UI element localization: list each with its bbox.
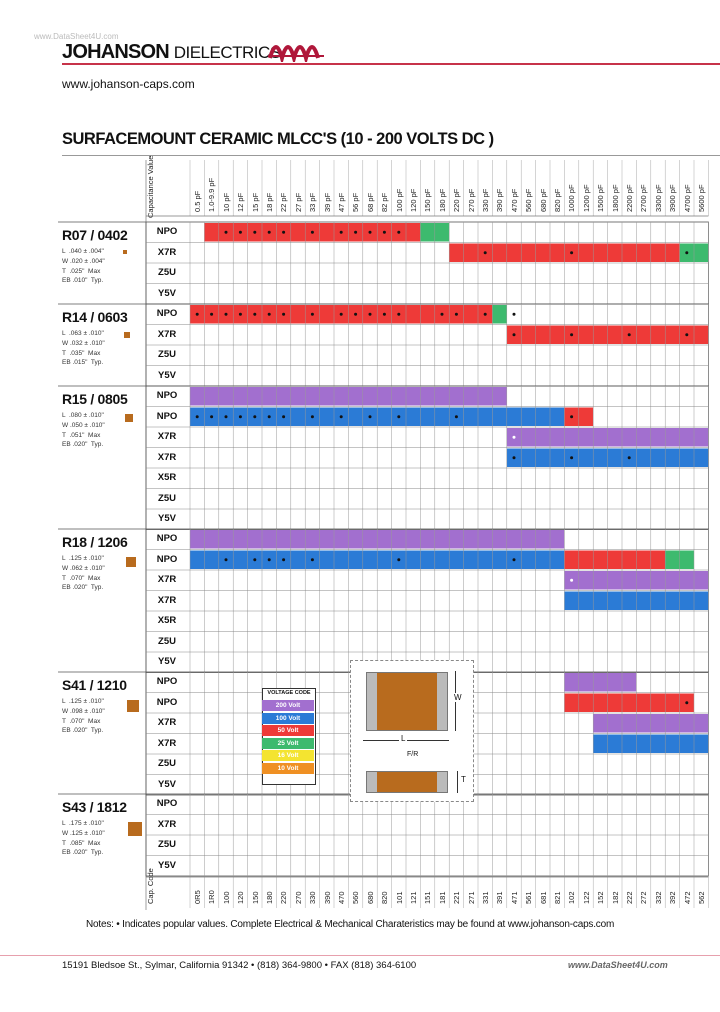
footer-watermark: www.DataSheet4U.com — [568, 960, 668, 970]
t-label: T — [461, 775, 466, 784]
side-right-terminal — [437, 772, 447, 792]
capacitance-value-tick: 680 pF — [538, 188, 548, 212]
package-name: R14 / 0603 — [62, 309, 128, 325]
capacitance-value-tick: 1200 pF — [581, 184, 591, 212]
popular-dot — [570, 251, 573, 254]
dielectric-label: NPO — [156, 676, 178, 687]
voltage-band — [564, 673, 636, 692]
chip-right-terminal — [437, 673, 447, 730]
dielectric-label: Y5V — [158, 369, 176, 381]
dielectric-label: NPO — [156, 533, 178, 544]
popular-dot — [513, 558, 516, 561]
package-name: R15 / 0805 — [62, 391, 128, 407]
capacitance-value-tick: 4700 pF — [682, 184, 692, 212]
top-watermark: www.DataSheet4U.com — [34, 32, 119, 41]
capacitance-value-tick: 56 pF — [351, 192, 361, 212]
capacitance-value-tick: 100 pF — [394, 188, 404, 212]
popular-dot — [282, 313, 285, 316]
capacitance-value-tick: 47 pF — [337, 192, 346, 212]
dielectric-label: Y5V — [158, 287, 176, 299]
package-dimensions: L .063 ± .010" W .032 ± .010" T .035" Max EB .015" Typ. — [62, 330, 105, 367]
voltage-band — [492, 305, 506, 324]
capacitance-value-tick: 22 pF — [279, 192, 289, 212]
voltage-code-title: VOLTAGE CODE — [267, 690, 311, 696]
dielectric-label: Y5V — [158, 513, 176, 524]
voltage-code-item: 25 Volt — [262, 738, 314, 749]
voltage-band — [564, 551, 665, 570]
voltage-code-item: 10 Volt — [262, 763, 314, 774]
cap-code-tick: 820 — [380, 891, 390, 904]
capacitance-value-tick: 820 pF — [553, 188, 562, 212]
popular-dot — [685, 333, 688, 336]
popular-dot — [268, 415, 271, 418]
popular-dot — [570, 456, 573, 459]
capacitance-value-tick: 82 pF — [380, 192, 390, 212]
cap-code-tick: 152 — [596, 891, 606, 904]
package-dimensions: L .125 ± .010" W .098 ± .010" T .070" Max EB .020" Typ. — [62, 698, 105, 735]
dielectric-label: NPO — [156, 390, 178, 401]
cap-code-tick: 270 — [293, 891, 303, 904]
capacitance-value-tick: 0.5 pF — [193, 190, 202, 212]
popular-dot — [311, 415, 314, 418]
dielectric-label: X7R — [157, 818, 177, 830]
footer-rule — [0, 955, 720, 956]
capacitance-value-tick: 390 pF — [495, 188, 505, 212]
popular-dot — [225, 313, 228, 316]
package-dimensions: L .125 ± .010" W .062 ± .010" T .070" Max EB .020" Typ. — [62, 555, 105, 592]
dielectric-label: X5R — [157, 472, 177, 483]
cap-code-tick: 182 — [610, 891, 620, 904]
package-name: R18 / 1206 — [62, 534, 128, 550]
popular-dot — [628, 456, 631, 459]
popular-dot — [397, 558, 400, 561]
chip-left-terminal — [367, 673, 377, 730]
popular-dot — [685, 251, 688, 254]
capacitance-value-tick: 270 pF — [466, 188, 476, 212]
popular-dot — [340, 231, 343, 234]
dielectric-label: X7R — [157, 717, 177, 728]
dielectric-label: NPO — [156, 696, 178, 708]
dielectric-label: NPO — [156, 308, 178, 319]
popular-dot — [441, 313, 444, 316]
dielectric-label: NPO — [156, 410, 178, 422]
popular-dot — [282, 415, 285, 418]
dielectric-label: Y5V — [158, 859, 176, 871]
dielectric-label: Z5U — [158, 758, 176, 769]
t-arrow — [457, 771, 458, 793]
capacitance-value-label: Capacitance Value — [146, 155, 155, 218]
cap-code-tick: 180 — [265, 891, 274, 904]
voltage-band — [564, 694, 694, 713]
capacitance-value-tick: 39 pF — [322, 192, 332, 212]
w-label: W — [454, 693, 462, 702]
dielectric-label: X7R — [157, 594, 177, 606]
popular-dot — [282, 231, 285, 234]
popular-dot — [513, 456, 516, 459]
cap-code-tick: 470 — [337, 891, 346, 904]
popular-dot — [253, 231, 256, 234]
capacitance-value-tick: 220 pF — [452, 188, 462, 212]
dielectric-label: X7R — [157, 328, 177, 340]
package-size-icon — [128, 822, 142, 836]
capacitance-value-tick: 33 pF — [308, 192, 318, 212]
popular-dot — [455, 313, 458, 316]
brand-name-bold: JOHANSON — [62, 41, 169, 63]
dielectric-label: X7R — [157, 431, 177, 442]
cap-code-tick: 472 — [682, 891, 692, 904]
capacitance-value-tick: 560 pF — [524, 188, 534, 212]
popular-dot — [570, 333, 573, 336]
cap-code-tick: 122 — [581, 891, 591, 904]
popular-dot — [253, 558, 256, 561]
dielectric-label: Z5U — [158, 349, 176, 360]
popular-dot — [354, 313, 357, 316]
dielectric-label: Z5U — [158, 635, 176, 647]
popular-dot — [369, 231, 372, 234]
capacitance-value-tick: 1.0-9.9 pF — [207, 177, 217, 212]
popular-dot — [397, 415, 400, 418]
popular-dot — [239, 231, 242, 234]
cap-code-tick: 331 — [481, 891, 490, 904]
capacitance-value-tick: 1800 pF — [610, 184, 620, 212]
voltage-code-item: 200 Volt — [262, 700, 314, 711]
popular-dot — [354, 231, 357, 234]
popular-dot — [369, 313, 372, 316]
popular-dot — [570, 415, 573, 418]
page-title: SURFACEMOUNT CERAMIC MLCC'S (10 - 200 VOLTS DC ) — [62, 130, 494, 148]
cap-code-tick: 330 — [308, 891, 318, 904]
popular-dot — [340, 313, 343, 316]
capacitance-value-tick: 2200 pF — [625, 184, 634, 212]
popular-dot — [513, 436, 516, 439]
capacitance-value-tick: 1500 pF — [596, 184, 606, 212]
popular-dot — [513, 313, 516, 316]
popular-dot — [311, 313, 314, 316]
brand-website: www.johanson-caps.com — [62, 77, 195, 91]
capacitance-value-tick: 330 pF — [481, 188, 490, 212]
cap-code-tick: 220 — [279, 891, 289, 904]
popular-dot — [282, 558, 285, 561]
popular-dot — [268, 231, 271, 234]
package-name: S41 / 1210 — [62, 677, 127, 693]
popular-dot — [268, 558, 271, 561]
brand-name-thin: DIELECTRICS — [173, 43, 281, 62]
package-dimensions: L .175 ± .010" W .125 ± .010" T .085" Max EB .020" Typ. — [62, 820, 105, 857]
package-dimensions: L .080 ± .010" W .050 ± .010" T .051" Max EB .020" Typ. — [62, 412, 105, 449]
popular-dot — [268, 313, 271, 316]
popular-dot — [369, 415, 372, 418]
popular-dot — [196, 415, 199, 418]
dielectric-label: Z5U — [158, 267, 176, 278]
capacitance-value-tick: 5600 pF — [697, 184, 706, 212]
cap-code-tick: 681 — [538, 891, 548, 904]
capacitance-value-tick: 15 pF — [250, 192, 260, 212]
cap-code-tick: 222 — [625, 891, 634, 904]
dielectric-label: NPO — [156, 226, 178, 237]
package-size-icon — [126, 557, 136, 567]
popular-dot — [383, 313, 386, 316]
fr-label: F/R — [407, 751, 419, 758]
popular-dot — [210, 313, 213, 316]
capacitance-value-tick: 10 pF — [221, 192, 231, 212]
popular-dot — [311, 558, 314, 561]
popular-dot — [210, 415, 213, 418]
cap-code-tick: 271 — [466, 891, 476, 904]
capacitance-value-tick: 3300 pF — [653, 184, 663, 212]
dielectric-label: Y5V — [158, 656, 176, 667]
popular-dot — [239, 415, 242, 418]
capacitance-value-tick: 180 pF — [437, 188, 447, 212]
package-dimensions: L .040 ± .004" W .020 ± .004" T .025" Max EB .010" Typ. — [62, 248, 105, 285]
popular-dot — [455, 415, 458, 418]
cap-code-tick: 680 — [365, 891, 375, 904]
cap-code-tick: 562 — [697, 891, 706, 904]
dielectric-label: Y5V — [158, 778, 176, 790]
notes: Notes: • Indicates popular values. Complete Electrical & Mechanical Charateristics may be found at www.johanson-caps.com — [86, 919, 615, 930]
capacitance-value-tick: 12 pF — [236, 192, 246, 212]
cap-code-tick: 471 — [509, 891, 519, 904]
cap-code-tick: 120 — [236, 891, 246, 904]
cap-code-tick: 102 — [567, 891, 577, 904]
capacitance-value-tick: 18 pF — [265, 192, 274, 212]
cap-code-tick: 0R5 — [193, 890, 202, 904]
cap-code-tick: 101 — [394, 891, 404, 904]
package-size-icon — [127, 700, 139, 712]
footer-address: 15191 Bledsoe St., Sylmar, California 91342 • (818) 364-9800 • FAX (818) 364-6100 — [62, 960, 417, 971]
voltage-code-item: 50 Volt — [262, 725, 314, 736]
capacitance-value-tick: 68 pF — [365, 192, 375, 212]
dimension-diagram — [350, 660, 474, 802]
cap-code-tick: 100 — [221, 891, 231, 904]
popular-dot — [570, 579, 573, 582]
dielectric-label: X7R — [157, 451, 177, 463]
popular-dot — [196, 313, 199, 316]
package-name: R07 / 0402 — [62, 227, 128, 243]
popular-dot — [225, 415, 228, 418]
cap-code-tick: 560 — [351, 891, 361, 904]
popular-dot — [225, 558, 228, 561]
popular-dot — [253, 415, 256, 418]
cap-code-tick: 272 — [639, 891, 649, 904]
cap-code-tick: 181 — [437, 891, 447, 904]
dielectric-label: X5R — [157, 615, 177, 626]
dielectric-label: X7R — [157, 737, 177, 749]
cap-code-tick: 1R0 — [207, 890, 217, 904]
popular-dot — [397, 313, 400, 316]
dielectric-label: X7R — [157, 574, 177, 585]
popular-dot — [253, 313, 256, 316]
chip-side-view — [366, 771, 448, 793]
popular-dot — [340, 415, 343, 418]
package-size-icon — [125, 414, 133, 422]
cap-code-tick: 332 — [653, 891, 663, 904]
chip-top-view — [366, 672, 448, 731]
popular-dot — [239, 313, 242, 316]
cap-code-tick: 151 — [423, 891, 433, 904]
dielectric-label: Z5U — [158, 492, 176, 504]
capacitance-value-tick: 1000 pF — [567, 184, 577, 212]
capacitance-value-tick: 2700 pF — [639, 184, 649, 212]
cap-code-tick: 391 — [495, 891, 505, 904]
dielectric-label: NPO — [156, 553, 178, 565]
cap-code-tick: 390 — [322, 891, 332, 904]
package-size-icon — [123, 250, 127, 254]
popular-dot — [397, 231, 400, 234]
capacitance-value-tick: 3900 pF — [668, 184, 678, 212]
popular-dot — [484, 251, 487, 254]
cap-code-tick: 561 — [524, 891, 534, 904]
capacitance-value-tick: 27 pF — [293, 192, 303, 212]
side-left-terminal — [367, 772, 377, 792]
dielectric-label: X7R — [157, 246, 177, 258]
cap-code-tick: 221 — [452, 891, 462, 904]
popular-dot — [311, 231, 314, 234]
voltage-code-item: 100 Volt — [262, 713, 314, 724]
voltage-code-item: 16 Volt — [262, 750, 314, 761]
package-name: S43 / 1812 — [62, 799, 127, 815]
cap-code-tick: 150 — [250, 891, 260, 904]
l-label: L — [401, 734, 406, 743]
capacitance-value-tick: 150 pF — [423, 188, 433, 212]
capacitance-value-tick: 120 pF — [409, 188, 418, 212]
cap-code-tick: 821 — [553, 891, 562, 904]
cap-code-tick: 392 — [668, 891, 678, 904]
popular-dot — [513, 333, 516, 336]
package-size-icon — [124, 332, 130, 338]
dielectric-label: NPO — [156, 798, 178, 809]
popular-dot — [225, 231, 228, 234]
cap-code-tick: 121 — [409, 891, 418, 904]
popular-dot — [383, 231, 386, 234]
capacitance-value-tick: 470 pF — [509, 188, 519, 212]
popular-dot — [628, 333, 631, 336]
popular-dot — [685, 701, 688, 704]
popular-dot — [484, 313, 487, 316]
cap-code-label: Cap. Code — [146, 868, 155, 904]
dielectric-label: Z5U — [158, 839, 176, 850]
